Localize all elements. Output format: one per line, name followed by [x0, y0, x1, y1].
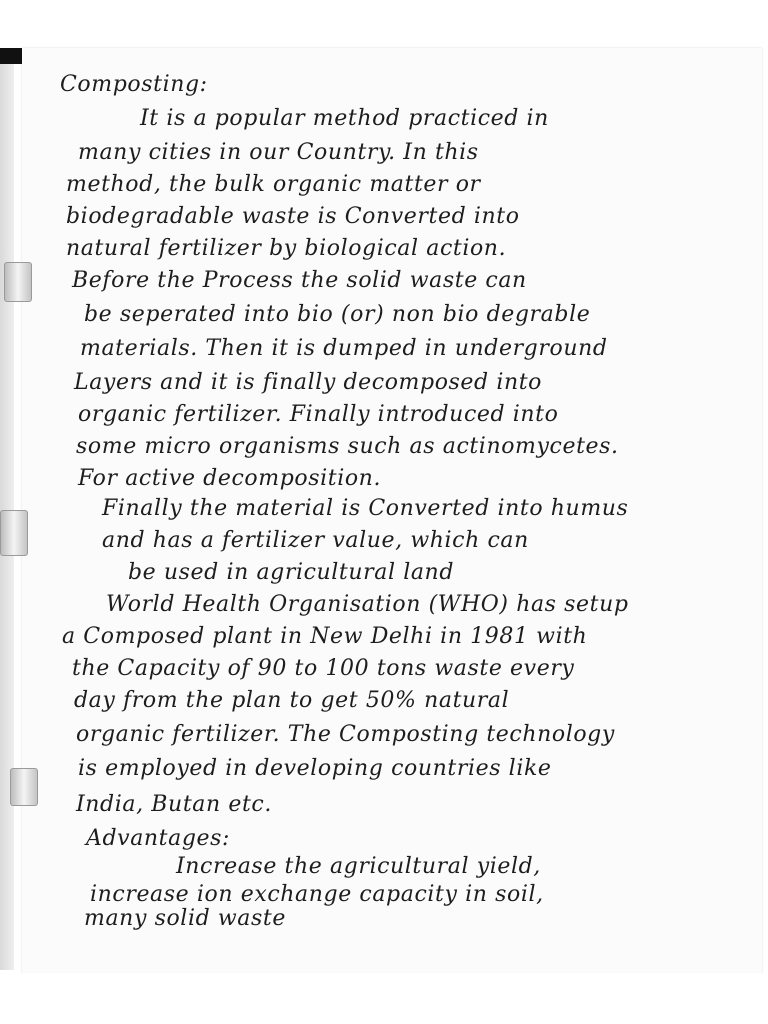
text-line-17: a Composed plant in New Delhi in 1981 with: [62, 624, 588, 649]
text-line-9: Layers and it is finally decomposed into: [74, 370, 543, 395]
heading-advantages: Advantages:: [86, 826, 231, 851]
scan-background: [0, 973, 768, 1024]
text-line-21: is employed in developing countries like: [78, 756, 552, 781]
page-shadow-edge: [0, 48, 22, 64]
text-line-18: the Capacity of 90 to 100 tons waste every: [72, 656, 575, 681]
advantage-line-3: many solid waste: [84, 906, 286, 931]
advantage-line-1: Increase the agricultural yield,: [176, 854, 541, 879]
text-line-5: natural fertilizer by biological action.: [66, 236, 507, 261]
text-line-19: day from the plan to get 50% natural: [74, 688, 510, 713]
text-line-13: Finally the material is Converted into humus: [102, 496, 629, 521]
text-line-14: and has a fertilizer value, which can: [102, 528, 529, 553]
text-line-4: biodegradable waste is Converted into: [66, 204, 520, 229]
text-line-11: some micro organisms such as actinomycetes.: [76, 434, 619, 459]
text-line-10: organic fertilizer. Finally introduced into: [78, 402, 559, 427]
text-line-20: organic fertilizer. The Composting technology: [76, 722, 615, 747]
text-line-15: be used in agricultural land: [128, 560, 455, 585]
text-line-12: For active decomposition.: [78, 466, 382, 491]
text-line-16: World Health Organisation (WHO) has setup: [106, 592, 629, 617]
binder-ring-bottom: [10, 768, 38, 806]
binder-ring-middle: [0, 510, 28, 556]
binder-ring-top: [4, 262, 32, 302]
text-line-2: many cities in our Country. In this: [78, 140, 479, 165]
text-line-6: Before the Process the solid waste can: [72, 268, 527, 293]
text-line-22: India, Butan etc.: [76, 792, 272, 817]
text-line-7: be seperated into bio (or) non bio degrable: [84, 302, 591, 327]
heading-composting: Composting:: [60, 72, 208, 97]
text-line-8: materials. Then it is dumped in underground: [80, 336, 608, 361]
text-line-3: method, the bulk organic matter or: [66, 172, 481, 197]
advantage-line-2: increase ion exchange capacity in soil,: [90, 882, 544, 907]
text-line-1: It is a popular method practiced in: [140, 106, 549, 131]
